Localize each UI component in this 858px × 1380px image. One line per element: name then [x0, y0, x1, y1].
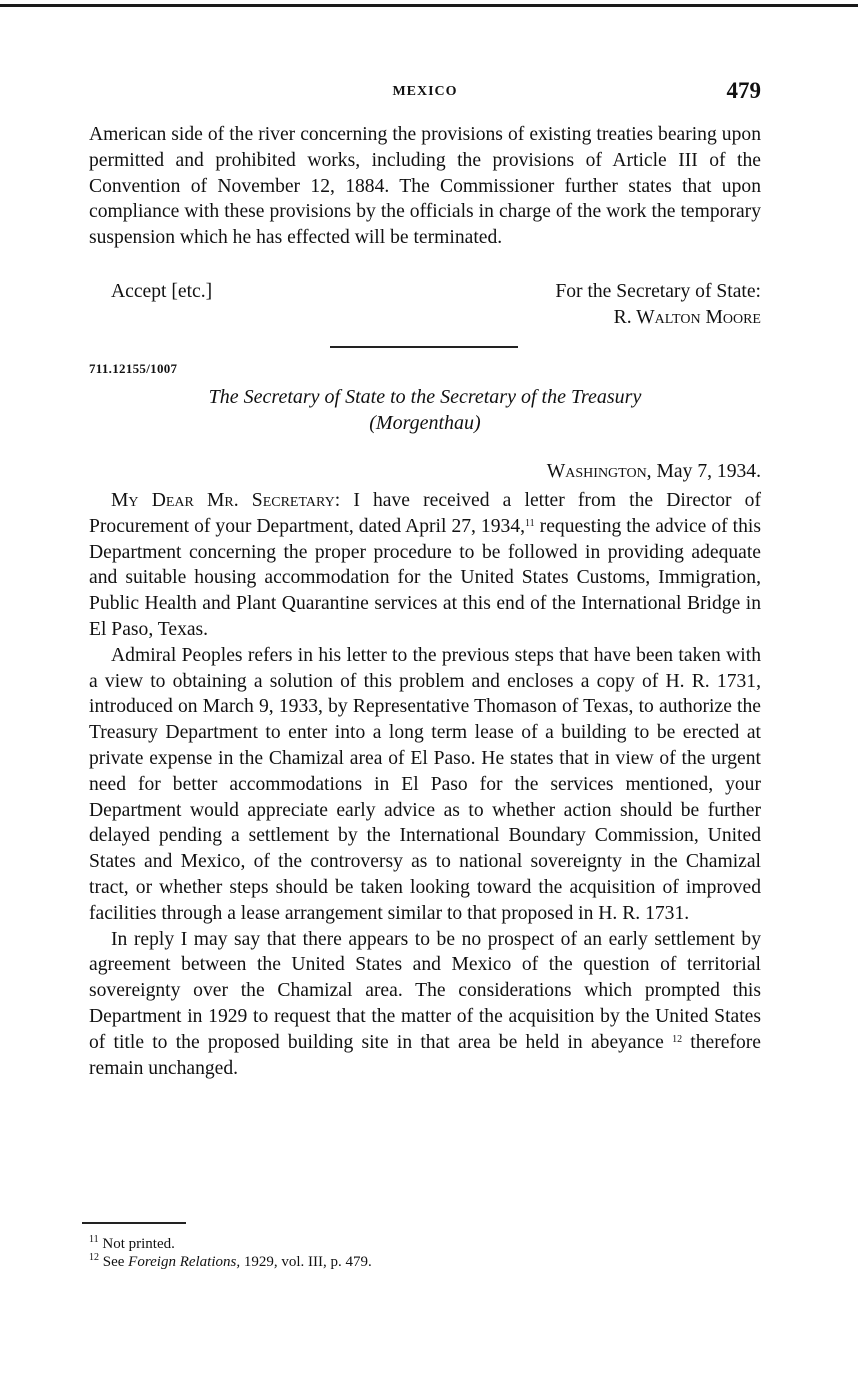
footnote-rule [82, 1222, 186, 1224]
footnote-mark: 12 [89, 1252, 99, 1263]
dateline-date: May 7, 1934. [656, 461, 761, 482]
dateline-place: Washington, [546, 461, 652, 482]
paragraph-3 [89, 927, 761, 1082]
footnote-text-b: 1929, vol. III, p. 479. [243, 1254, 372, 1270]
paragraph-2: Admiral Peoples refers in his letter to the previous steps that have been taken with a view to obtaining a solution of this problem and encloses a copy of H. R. 1731, introduced on March 9, 1933, by Representative Thomason of Texas, to authorize the Treasury Department to enter into a long term lease of a building to be erected at private expense in the Chamizal area of El Paso. He states that in view of the urgent need for better accommodations in El Paso for the services mentioned, your Department would appreciate early advice as to whether action should be further delayed pending a settlement by the International Boundary Commission, United States and Mexico, of the controversy as to national sovereignty in the Chamizal tract, or whether steps should be taken looking toward the acquisition of improved facilities through a lease arrangement similar to that proposed in H. R. 1731. [89, 644, 761, 924]
file-number: 711.12155/1007 [89, 361, 178, 376]
paragraph-1-text-a: I have received a letter from the Director of Procurement of your Department, dated April 27, 1934, [89, 490, 761, 537]
document-heading [89, 385, 761, 437]
footnote-ref-11: 11 [525, 517, 535, 529]
closing-for-line: For the Secretary of State: [555, 281, 761, 302]
top-border-rule [0, 4, 858, 7]
footnote-text: Not printed. [102, 1236, 175, 1252]
page-number: 479 [726, 78, 761, 103]
footnote-ref-12: 12 [672, 1033, 683, 1045]
heading-line-1: The Secretary of State to the Secretary of the Treasury [208, 386, 642, 408]
section-divider [330, 346, 518, 348]
footnote-title: Foreign Relations, [128, 1254, 241, 1270]
running-head-title: MEXICO [392, 84, 458, 99]
letter-closing [89, 279, 761, 331]
continued-paragraph-block [89, 122, 761, 251]
signature: R. Walton Moore [613, 306, 761, 328]
paragraph-3-text-b: therefore remain unchanged. [89, 1031, 761, 1079]
footnote-text-a: See [102, 1254, 125, 1270]
salutation: My Dear Mr. Secretary: [111, 490, 341, 511]
closing-accept: Accept [etc.] [111, 281, 213, 302]
dateline [547, 459, 761, 485]
footnote-12 [89, 1253, 372, 1271]
heading-line-2: (Morgenthau) [369, 411, 481, 434]
paragraph-1 [89, 488, 761, 643]
letter-body [89, 488, 761, 1081]
paragraph-3-text-a: In reply I may say that there appears to be no prospect of an early settlement by agreement between the United States and Mexico of the question of territorial sovereignty over the Chamizal area. The considerations which prompted this Department in 1929 to request that the matter of the acquisition by the United States of title to the proposed building site in that area be held in abeyance [89, 928, 761, 1053]
footnotes [89, 1235, 372, 1271]
footnote-mark: 11 [89, 1234, 99, 1245]
paragraph-1-text-b: requesting the advice of this Department concerning the proper procedure to be followed in providing adequate and suitable housing accommodation for the United States Customs, Immigration, Public Health and Plant Quarantine services at this end of the International Bridge in El Paso, Texas. [89, 515, 761, 640]
continued-paragraph: American side of the river concerning the provisions of existing treaties bearing upon permitted and prohibited works, including the provisions of Article III of the Convention of November 12, 1884. The Commissioner further states that upon compliance with these provisions by the officials in charge of the work the temporary suspension which he has effected will be terminated. [89, 124, 761, 249]
footnote-11 [89, 1235, 372, 1253]
running-head [89, 78, 761, 108]
